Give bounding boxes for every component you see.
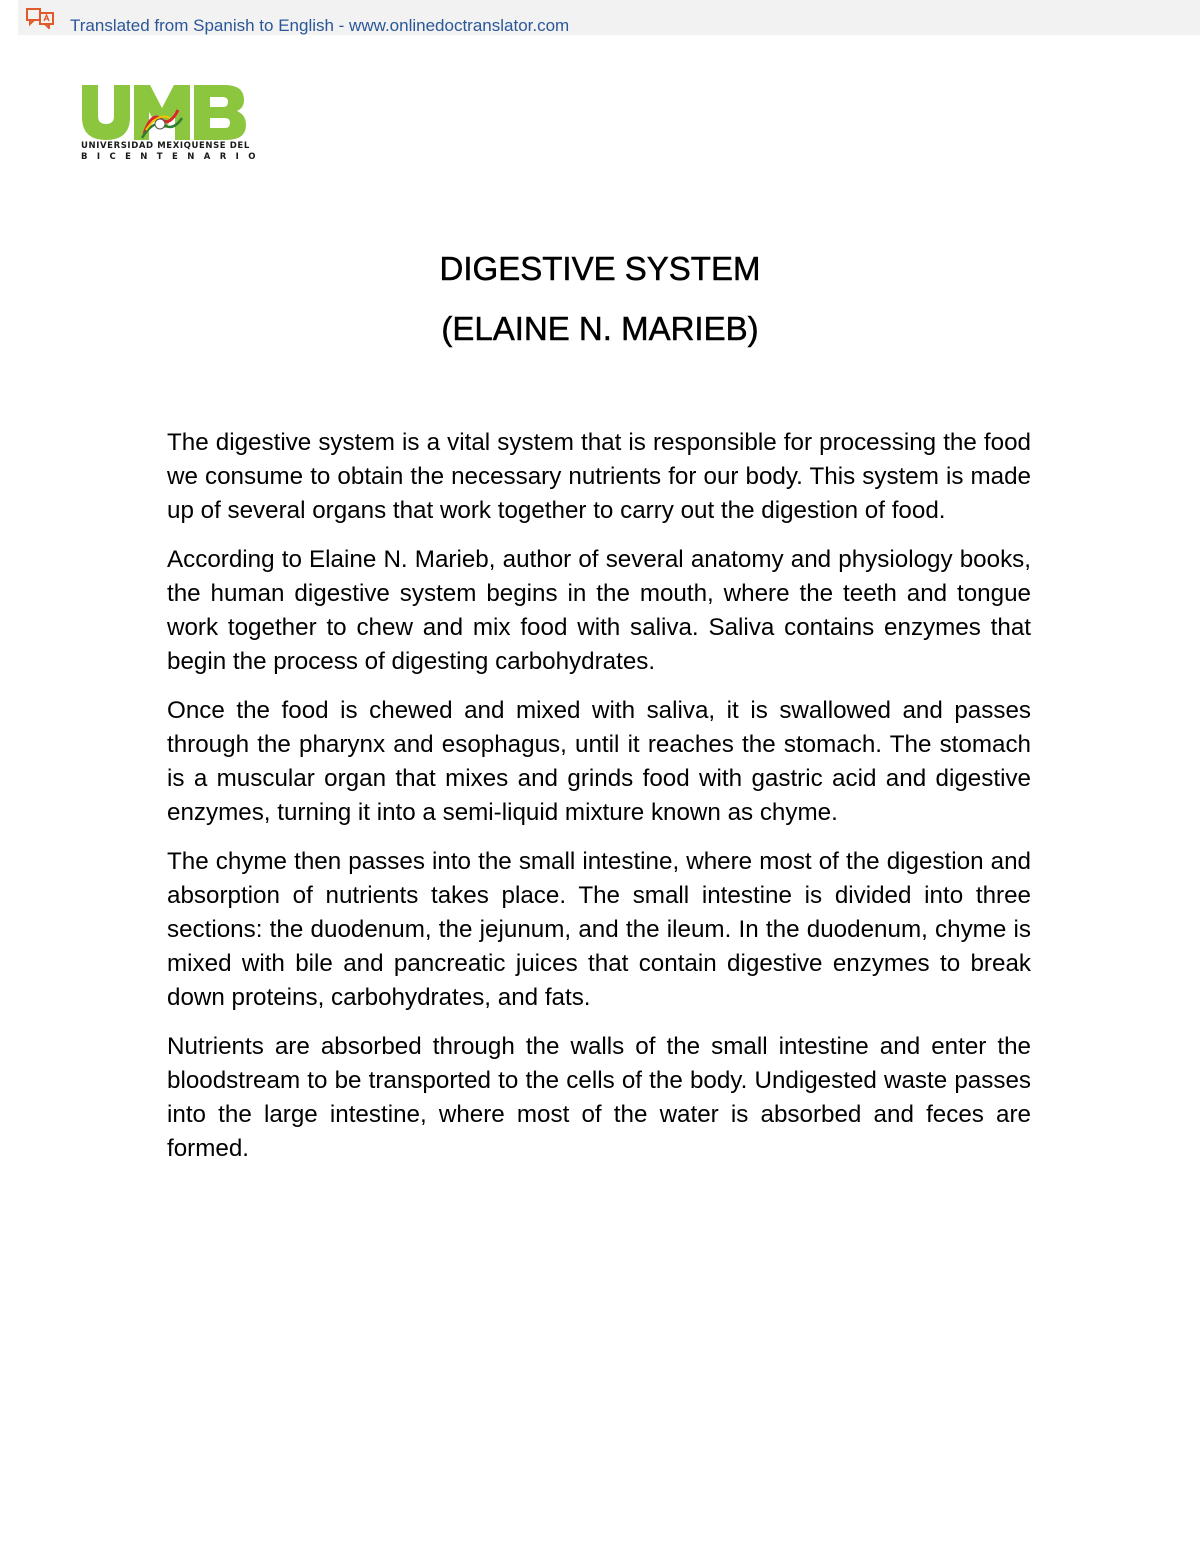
translation-link[interactable]: Translated from Spanish to English - www.onlinedoctranslator.com xyxy=(70,16,570,35)
paragraph: Once the food is chewed and mixed with saliva, it is swallowed and passes through the pharynx and esophagus, until it reaches the stomach. The stomach is a muscular organ that mixes and grinds food with gastric acid and digestive enzymes, turning it into a semi-liquid mixture known as chyme. xyxy=(167,697,1031,826)
paragraph: According to Elaine N. Marieb, author of several anatomy and physiology books, the human digestive system begins in the mouth, where the teeth and tongue work together to chew and mix food with saliva. Saliva contains enzymes that begin the process of digesting carbohydrates. xyxy=(167,546,1031,675)
logo-caption-bicentenario: BICENTENARIO xyxy=(81,152,265,162)
document-body xyxy=(167,426,1031,1181)
document-title: DIGESTIVE SYSTEM xyxy=(439,250,761,287)
translation-banner xyxy=(18,0,1200,35)
paragraph: Nutrients are absorbed through the walls of the small intestine and enter the bloodstream to be transported to the cells of the body. Undigested waste passes into the large intestine, where most of the water is absorbed and feces are formed. xyxy=(167,1033,1031,1162)
paragraph: The chyme then passes into the small intestine, where most of the digestion and absorption of nutrients takes place. The small intestine is divided into three sections: the duodenum, the jejunum, and the ileum. In the duodenum, chyme is mixed with bile and pancreatic juices that contain digestive enzymes to break down proteins, carbohydrates, and fats. xyxy=(167,848,1031,1011)
translate-icon xyxy=(26,7,56,29)
document-subtitle: (ELAINE N. MARIEB) xyxy=(441,310,759,347)
logo-caption-university: UNIVERSIDAD MEXIQUENSE DEL xyxy=(81,141,250,151)
paragraph: The digestive system is a vital system that is responsible for processing the food we consume to obtain the necessary nutrients for our body. This system is made up of several organs that work together to carry out the digestion of food. xyxy=(167,429,1031,524)
